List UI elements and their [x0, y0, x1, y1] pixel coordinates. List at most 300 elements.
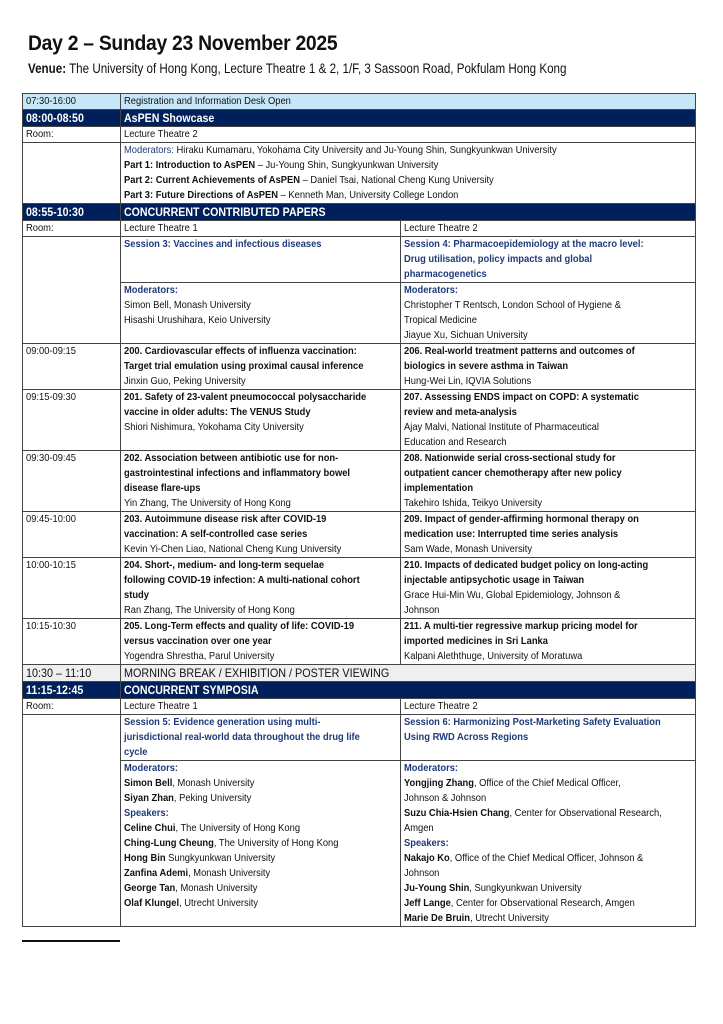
- time-cell: [23, 558, 121, 619]
- text-line: [404, 237, 644, 252]
- text-line: [124, 390, 366, 405]
- time-cell: [23, 665, 121, 682]
- paper-title: 200. Cardiovascular effects of influenza vaccination:: [124, 346, 357, 357]
- title-cell: [121, 204, 696, 221]
- session-title: Session 5: Evidence generation using multi-: [124, 717, 321, 728]
- text-line: [404, 298, 621, 313]
- text-line: [124, 420, 304, 435]
- text-line: [26, 619, 76, 634]
- room-label-cell: [23, 221, 121, 237]
- text-line: [404, 619, 638, 634]
- person-affiliation: , Monash University: [188, 868, 271, 879]
- text-line: [26, 451, 76, 466]
- venue-label: Venue:: [28, 61, 67, 76]
- text-line: [124, 344, 357, 359]
- schedule-table: [22, 93, 696, 927]
- text-line: [404, 699, 478, 714]
- text-line: [404, 715, 661, 730]
- text-line: [404, 374, 531, 389]
- slot-time: 10:00-10:15: [26, 560, 76, 571]
- text-line: [124, 481, 200, 496]
- paper-title: vaccination: A self-controlled case series: [124, 529, 308, 540]
- text-line: [124, 573, 360, 588]
- text-line: [404, 420, 599, 435]
- person-affiliation: Sungkyunkwan University: [165, 853, 276, 864]
- text-line: [404, 881, 582, 896]
- person-name: Marie De Bruin: [404, 913, 470, 924]
- paper-slot-row: [23, 619, 696, 665]
- text-line: [124, 496, 291, 511]
- paper-cell: [401, 558, 696, 619]
- time-cell: [23, 143, 121, 204]
- text-line: [404, 435, 506, 450]
- text-line: [404, 588, 620, 603]
- text-line: [404, 791, 486, 806]
- text-line: [26, 665, 91, 681]
- person-affiliation: , Office of the Chief Medical Officer, Johnson &: [449, 853, 644, 864]
- person-affiliation: Amgen: [404, 823, 434, 834]
- text-line: [124, 405, 311, 420]
- paper-title: medication use: Interrupted time series analysis: [404, 529, 619, 540]
- text-line: [404, 634, 548, 649]
- text-line: [124, 374, 246, 389]
- text-line: [26, 344, 76, 359]
- paper-title: disease flare-ups: [124, 483, 201, 494]
- moderators-label: Moderators:: [404, 285, 459, 296]
- text-line: [124, 836, 338, 851]
- paper-title: 202. Association between antibiotic use for non-: [124, 453, 339, 464]
- venue-line: [28, 61, 566, 76]
- paper-author: Jinxin Guo, Peking University: [124, 376, 246, 387]
- symposia-session-row: [23, 715, 696, 761]
- paper-cell: [401, 390, 696, 451]
- slot-time: 09:15-09:30: [26, 392, 76, 403]
- text-line: [124, 173, 494, 188]
- paper-title: following COVID-19 infection: A multi-national cohort: [124, 575, 360, 586]
- text-line: [404, 851, 643, 866]
- text-line: [26, 512, 76, 527]
- time-cell: [23, 512, 121, 558]
- text-line: [404, 328, 528, 343]
- room-label-cell: [23, 699, 121, 715]
- person-affiliation: , Utrecht University: [179, 898, 259, 909]
- paper-slot-row: [23, 558, 696, 619]
- people-cell: [401, 761, 696, 927]
- bottom-rule: [22, 940, 120, 942]
- paper-slot-row: [23, 344, 696, 390]
- person-name: Ching-Lung Cheung: [124, 838, 214, 849]
- slot-time: 09:30-09:45: [26, 453, 76, 464]
- time-cell: [23, 619, 121, 665]
- paper-title: study: [124, 590, 149, 601]
- time-cell: [23, 237, 121, 344]
- paper-cell: [401, 344, 696, 390]
- people-cell: [121, 761, 401, 927]
- moderator-name: Jiayue Xu, Sichuan University: [404, 330, 528, 341]
- text-line: [404, 649, 582, 664]
- text-line: [404, 390, 639, 405]
- paper-title: Target trial emulation using proximal causal inference: [124, 361, 364, 372]
- papers-session-row: [23, 237, 696, 283]
- paper-author: Kevin Yi-Chen Liao, National Cheng Kung University: [124, 544, 342, 555]
- paper-author: Ran Zhang, The University of Hong Kong: [124, 605, 295, 616]
- section-title: AsPEN Showcase: [124, 111, 215, 125]
- room-cell: [121, 127, 696, 143]
- text-line: [404, 466, 622, 481]
- text-line: [26, 94, 76, 109]
- moderators-label: Moderators:: [124, 285, 179, 296]
- paper-author: Kalpani Aleththuge, University of Moratuwa: [404, 651, 583, 662]
- session-title: Session 3: Vaccines and infectious diseases: [124, 239, 322, 250]
- paper-author: Yogendra Shrestha, Parul University: [124, 651, 275, 662]
- registration-row: [23, 94, 696, 110]
- person-affiliation: Johnson & Johnson: [404, 793, 487, 804]
- venue-text: The University of Hong Kong, Lecture Theatre 1 & 2, 1/F, 3 Sassoon Road, Pokfulam Hong Kong: [66, 61, 567, 76]
- session-title: Session 6: Harmonizing Post-Marketing Safety Evaluation: [404, 717, 661, 728]
- text-line: [404, 496, 542, 511]
- text-line: [26, 204, 84, 220]
- text-line: [124, 730, 360, 745]
- paper-title: 206. Real-world treatment patterns and outcomes of: [404, 346, 635, 357]
- session-title: Drug utilisation, policy impacts and global: [404, 254, 593, 265]
- time-cell: [23, 94, 121, 110]
- room-name: Lecture Theatre 1: [124, 223, 198, 234]
- text-line: [124, 634, 272, 649]
- person-name: Hong Bin: [124, 853, 166, 864]
- text-line: [124, 745, 147, 760]
- text-line: [124, 237, 322, 252]
- paper-cell: [121, 451, 401, 512]
- section-title: CONCURRENT SYMPOSIA: [124, 683, 259, 697]
- section-title: CONCURRENT CONTRIBUTED PAPERS: [124, 205, 326, 219]
- papers-moderators-row: [23, 283, 696, 344]
- person-name: Jeff Lange: [404, 898, 451, 909]
- text-line: [124, 619, 354, 634]
- person-name: Siyan Zhan: [124, 793, 174, 804]
- paper-author: Takehiro Ishida, Teikyo University: [404, 498, 543, 509]
- text-line: [124, 451, 338, 466]
- aspen-header-row: [23, 110, 696, 127]
- session-title: Using RWD Across Regions: [404, 732, 529, 743]
- text-line: [404, 573, 584, 588]
- paper-title: gastrointestinal infections and inflammatory bowel: [124, 468, 351, 479]
- text-line: [124, 527, 307, 542]
- text-line: [124, 791, 251, 806]
- person-affiliation: , Center for Observational Research, Amgen: [450, 898, 635, 909]
- paper-author: Sam Wade, Monash University: [404, 544, 533, 555]
- person-name: Zanfina Ademi: [124, 868, 189, 879]
- text-line: [124, 558, 324, 573]
- room-name: Lecture Theatre 1: [124, 701, 198, 712]
- paper-slot-row: [23, 451, 696, 512]
- text-line: [124, 143, 557, 158]
- paper-title: 210. Impacts of dedicated budget policy on long-acting: [404, 560, 649, 571]
- paper-title: versus vaccination over one year: [124, 636, 272, 647]
- paper-title: outpatient cancer chemotherapy after new policy: [404, 468, 622, 479]
- person-affiliation: , Monash University: [172, 778, 255, 789]
- paper-cell: [121, 344, 401, 390]
- part-text: – Kenneth Man, University College London: [277, 190, 459, 201]
- text-line: [124, 588, 149, 603]
- text-line: [404, 313, 477, 328]
- person-affiliation: , Office of the Chief Medical Officer,: [473, 778, 621, 789]
- text-line: [404, 558, 648, 573]
- session-cell: [121, 237, 401, 283]
- time-label: 10:30 – 11:10: [26, 666, 92, 680]
- person-name: Ju-Young Shin: [404, 883, 470, 894]
- paper-cell: [121, 512, 401, 558]
- text-line: [124, 94, 291, 109]
- room-label: Room:: [26, 223, 54, 234]
- paper-title: 203. Autoimmune disease risk after COVID-19: [124, 514, 327, 525]
- person-affiliation: , Monash University: [175, 883, 258, 894]
- moderators-text: Hiraku Kumamaru, Yokohama City University and Ju-Young Shin, Sungkyunkwan University: [173, 145, 557, 156]
- slot-time: 09:45-10:00: [26, 514, 76, 525]
- moderators-cell: [121, 283, 401, 344]
- text-line: [124, 699, 198, 714]
- person-name: Suzu Chia-Hsien Chang: [404, 808, 510, 819]
- paper-title: review and meta-analysis: [404, 407, 517, 418]
- person-affiliation: , Utrecht University: [469, 913, 549, 924]
- paper-author: Johnson: [404, 605, 440, 616]
- paper-title: imported medicines in Sri Lanka: [404, 636, 548, 647]
- part-text: – Daniel Tsai, National Cheng Kung University: [300, 175, 494, 186]
- text-line: [404, 730, 528, 745]
- session-cell: [121, 715, 401, 761]
- aspen-details-row: [23, 143, 696, 204]
- paper-title: 204. Short-, medium- and long-term sequelae: [124, 560, 325, 571]
- text-line: [404, 481, 473, 496]
- room-label-cell: [23, 127, 121, 143]
- symposia-header-row: [23, 682, 696, 699]
- text-line: [404, 359, 568, 374]
- room-cell: [121, 699, 401, 715]
- session-title: cycle: [124, 747, 148, 758]
- moderator-name: Hisashi Urushihara, Keio University: [124, 315, 271, 326]
- text-line: [404, 344, 635, 359]
- paper-author: Grace Hui-Min Wu, Global Epidemiology, Johnson &: [404, 590, 621, 601]
- label-cell: [121, 94, 696, 110]
- room-name: Lecture Theatre 2: [404, 701, 478, 712]
- room-cell: [401, 221, 696, 237]
- moderator-name: Simon Bell, Monash University: [124, 300, 251, 311]
- text-line: [26, 127, 54, 142]
- paper-title: 205. Long-Term effects and quality of life: COVID-19: [124, 621, 355, 632]
- time-label: 07:30-16:00: [26, 96, 76, 107]
- moderator-name: Christopher T Rentsch, London School of Hygiene &: [404, 300, 621, 311]
- text-line: [124, 313, 271, 328]
- details-cell: [121, 143, 696, 204]
- paper-title: 211. A multi-tier regressive markup pricing model for: [404, 621, 638, 632]
- paper-cell: [401, 451, 696, 512]
- time-cell: [23, 451, 121, 512]
- paper-author: Shiori Nishimura, Yokohama City University: [124, 422, 304, 433]
- text-line: [124, 851, 275, 866]
- aspen-room-row: [23, 127, 696, 143]
- text-line: [124, 466, 350, 481]
- text-line: [404, 896, 635, 911]
- person-name: Yongjing Zhang: [404, 778, 474, 789]
- time-cell: [23, 390, 121, 451]
- room-label: Room:: [26, 701, 54, 712]
- break-cell: [121, 665, 696, 682]
- session-cell: [401, 237, 696, 283]
- session-title: jurisdictional real-world data throughout the drug life: [124, 732, 360, 743]
- text-line: [124, 204, 326, 220]
- text-line: [404, 761, 458, 776]
- paper-cell: [401, 512, 696, 558]
- room-label: Room:: [26, 129, 54, 140]
- text-line: [124, 158, 438, 173]
- text-line: [124, 359, 363, 374]
- time-cell: [23, 204, 121, 221]
- slot-time: 10:15-10:30: [26, 621, 76, 632]
- moderators-cell: [401, 283, 696, 344]
- room-name: Lecture Theatre 2: [124, 129, 198, 140]
- person-name: Nakajo Ko: [404, 853, 450, 864]
- person-name: George Tan: [124, 883, 176, 894]
- slot-time: 09:00-09:15: [26, 346, 76, 357]
- text-line: [404, 542, 532, 557]
- person-name: Simon Bell: [124, 778, 173, 789]
- time-cell: [23, 110, 121, 127]
- text-line: [26, 110, 84, 126]
- paper-title: implementation: [404, 483, 474, 494]
- text-line: [124, 761, 178, 776]
- text-line: [124, 298, 251, 313]
- person-affiliation: , Center for Observational Research,: [509, 808, 662, 819]
- moderators-label: Moderators:: [404, 763, 459, 774]
- part-text: – Ju-Young Shin, Sungkyunkwan University: [255, 160, 439, 171]
- person-affiliation: , The University of Hong Kong: [213, 838, 339, 849]
- break-row: [23, 665, 696, 682]
- text-line: [124, 821, 300, 836]
- text-line: [124, 283, 178, 298]
- paper-title: 209. Impact of gender-affirming hormonal therapy on: [404, 514, 639, 525]
- person-affiliation: Johnson: [404, 868, 440, 879]
- text-line: [404, 806, 662, 821]
- text-line: [404, 527, 618, 542]
- title-cell: [121, 110, 696, 127]
- text-line: [124, 649, 274, 664]
- paper-author: Ajay Malvi, National Institute of Pharmaceutical: [404, 422, 599, 433]
- text-line: [404, 603, 439, 618]
- text-line: [26, 558, 76, 573]
- text-line: [404, 911, 549, 926]
- part-label: Part 1: Introduction to AsPEN: [124, 160, 256, 171]
- moderator-name: Tropical Medicine: [404, 315, 477, 326]
- text-line: [404, 776, 621, 791]
- time-label: 08:00-08:50: [26, 111, 84, 125]
- part-label: Part 2: Current Achievements of AsPEN: [124, 175, 301, 186]
- text-line: [124, 127, 198, 142]
- text-line: [404, 866, 439, 881]
- papers-header-row: [23, 204, 696, 221]
- person-name: Celine Chui: [124, 823, 176, 834]
- part-label: Part 3: Future Directions of AsPEN: [124, 190, 278, 201]
- session-cell: [401, 715, 696, 761]
- text-line: [26, 682, 83, 698]
- text-line: [124, 896, 258, 911]
- paper-title: 201. Safety of 23-valent pneumococcal polysaccharide: [124, 392, 367, 403]
- text-line: [404, 512, 639, 527]
- registration-label: Registration and Information Desk Open: [124, 96, 291, 107]
- paper-slot-row: [23, 390, 696, 451]
- text-line: [26, 699, 54, 714]
- text-line: [404, 221, 478, 236]
- person-affiliation: , Sungkyunkwan University: [469, 883, 582, 894]
- moderators-label: Moderators:: [124, 763, 179, 774]
- symposia-people-row: [23, 761, 696, 927]
- text-line: [404, 821, 434, 836]
- paper-title: vaccine in older adults: The VENUS Study: [124, 407, 311, 418]
- text-line: [404, 836, 449, 851]
- room-cell: [121, 221, 401, 237]
- paper-cell: [121, 619, 401, 665]
- text-line: [124, 512, 326, 527]
- paper-title: 208. Nationwide serial cross-sectional study for: [404, 453, 616, 464]
- moderators-label: Moderators:: [124, 145, 174, 156]
- session-title: pharmacogenetics: [404, 269, 487, 280]
- text-line: [124, 188, 458, 203]
- person-affiliation: , The University of Hong Kong: [175, 823, 301, 834]
- time-cell: [23, 344, 121, 390]
- page-title: Day 2 – Sunday 23 November 2025: [28, 32, 338, 55]
- papers-room-row: [23, 221, 696, 237]
- text-line: [124, 665, 389, 681]
- time-cell: [23, 715, 121, 927]
- text-line: [404, 451, 616, 466]
- time-label: 11:15-12:45: [26, 683, 84, 697]
- paper-author: Yin Zhang, The University of Hong Kong: [124, 498, 291, 509]
- text-line: [124, 776, 254, 791]
- paper-title: injectable antipsychotic usage in Taiwan: [404, 575, 585, 586]
- symposia-room-row: [23, 699, 696, 715]
- title-cell: [121, 682, 696, 699]
- session-title: Session 4: Pharmacoepidemiology at the macro level:: [404, 239, 644, 250]
- text-line: [124, 603, 295, 618]
- text-line: [124, 221, 198, 236]
- paper-slot-row: [23, 512, 696, 558]
- break-label: MORNING BREAK / EXHIBITION / POSTER VIEWING: [124, 666, 390, 680]
- paper-author: Hung-Wei Lin, IQVIA Solutions: [404, 376, 532, 387]
- text-line: [124, 866, 270, 881]
- text-line: [124, 715, 320, 730]
- text-line: [26, 221, 54, 236]
- text-line: [404, 283, 458, 298]
- paper-cell: [121, 558, 401, 619]
- paper-cell: [121, 390, 401, 451]
- text-line: [124, 542, 341, 557]
- time-label: 08:55-10:30: [26, 205, 84, 219]
- text-line: [124, 682, 258, 698]
- text-line: [124, 110, 214, 126]
- text-line: [26, 390, 76, 405]
- text-line: [124, 881, 257, 896]
- person-name: Olaf Klungel: [124, 898, 180, 909]
- room-cell: [401, 699, 696, 715]
- paper-title: biologics in severe asthma in Taiwan: [404, 361, 569, 372]
- room-name: Lecture Theatre 2: [404, 223, 478, 234]
- text-line: [124, 806, 169, 821]
- text-line: [404, 252, 592, 267]
- text-line: [404, 405, 517, 420]
- text-line: [404, 267, 487, 282]
- speakers-label: Speakers:: [404, 838, 449, 849]
- paper-author: Education and Research: [404, 437, 507, 448]
- speakers-label: Speakers:: [124, 808, 169, 819]
- person-affiliation: , Peking University: [173, 793, 252, 804]
